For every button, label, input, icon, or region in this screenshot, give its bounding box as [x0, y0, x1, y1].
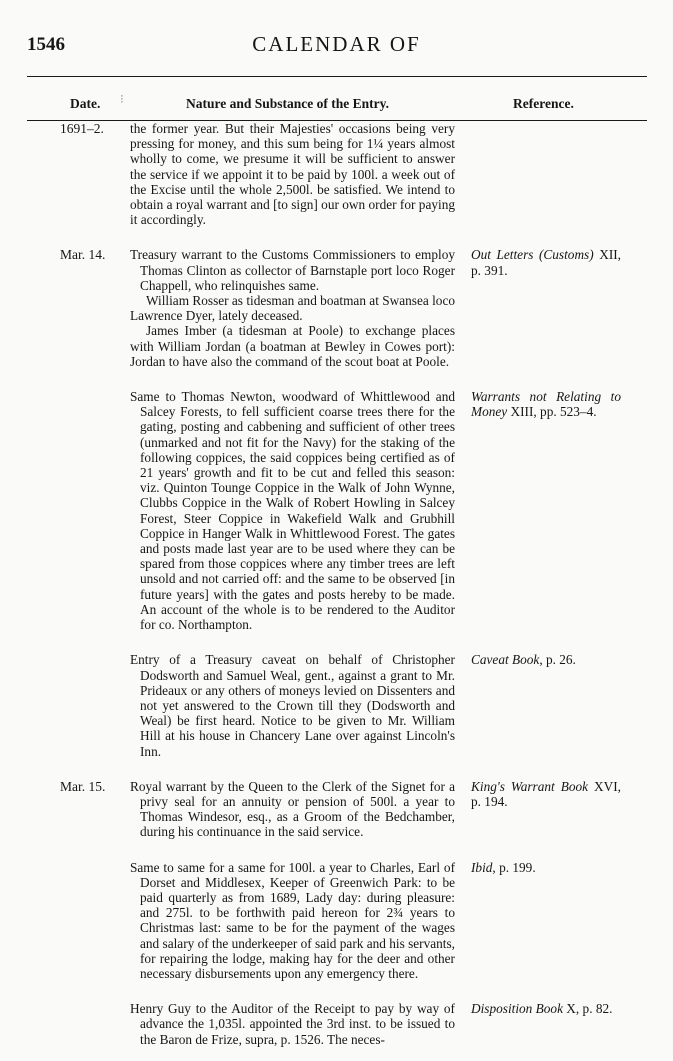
calendar-entry [0, 779, 673, 840]
column-head-nature: Nature and Substance of the Entry. [186, 96, 390, 111]
calendar-entry [0, 121, 673, 227]
entry-reference [471, 1001, 621, 1016]
entry-paragraph: Treasury warrant to the Customs Commissioners to employ Thomas Clinton as collector of Barnstaple port loco Roger Chappell, who relinquishes same. [130, 247, 455, 293]
calendar-entry [0, 247, 673, 369]
entry-text [130, 247, 455, 369]
entry-text [130, 121, 455, 227]
entry-paragraph: the former year. But their Majesties' occasions being very pressing for money, and this sum being for 1¼ years almost wholly to come, we presume it will be sufficient to answer the service if we appoint it to be paid by 100l. a week out of the Excise until the whole 2,500l. be satisfied. We intend to obtain a royal warrant and [to sign] our own order for paying it accordingly. [130, 121, 455, 228]
entry-paragraph: Same to Thomas Newton, woodward of Whittlewood and Salcey Forests, to fell sufficient coarse trees there for the gating, posting and cabbening and sufficient of other trees (unmarked and not fit for the Navy) for the staking of the following coppices, the said coppices being certified as of 21 years' growth and fit to be cut and felled this season: viz. Quinton Tounge Coppice in the Walk of John Wynne, Clubbs Coppice in the Walk of Robert Howling in Salcey Forest, Steer Coppice in Wakefield Walk and Grubhill Coppice in Hanger Walk in Whittlewood Forest. The gates and posts made last year are to be used where they can be spared from those coppices where any timber trees are left unsold and not carried off: and the same to be observed [in future years] with the gates and posts hereby to be made. An account of the whole is to be rendered to the Auditor for co. Northampton. [130, 389, 455, 633]
entry-text [130, 389, 455, 632]
reference-location: , p. 199. [492, 859, 536, 875]
reference-source: Warrants not Relating to Money [471, 389, 621, 420]
reference-source: Ibid [471, 859, 493, 875]
reference-source: King's Warrant Book [471, 778, 589, 794]
entry-paragraph: Royal warrant by the Queen to the Clerk of the Signet for a privy seal for an annuity or pension of 500l. a year to Thomas Windesor, esq., as a Groom of the Bedchamber, during his continuance in the said service. [130, 778, 455, 840]
running-title: CALENDAR OF [252, 32, 421, 56]
reference-location: XII, p. 391. [471, 247, 622, 278]
column-head-reference: Reference. [513, 96, 574, 111]
entry-reference [471, 652, 621, 667]
page-number: 1546 [27, 34, 65, 55]
entry-reference [471, 389, 621, 419]
header-rule-top [27, 76, 647, 77]
column-head-date: Date. [70, 96, 101, 111]
reference-source: Disposition Book [471, 1001, 563, 1017]
entry-text [130, 860, 455, 982]
entry-reference [471, 247, 621, 277]
entry-text [130, 779, 455, 840]
calendar-body [0, 121, 673, 1047]
entry-paragraph: Entry of a Treasury caveat on behalf of Christopher Dodsworth and Samuel Weal, gent., against a grant to Mr. Prideaux or any others of moneys levied on Dissenters and not yet answered to the Crown till they (Dodsworth and Weal) be first heard. Notice to be given to Mr. William Hill at his house in Chancery Lane over against Lincoln's Inn. [130, 652, 455, 759]
calendar-entry [0, 1001, 673, 1047]
entry-text [130, 1001, 455, 1047]
entry-paragraph: William Rosser as tidesman and boatman at Swansea loco Lawrence Dyer, lately deceased. [130, 293, 455, 324]
calendar-entry [0, 389, 673, 632]
calendar-entry [0, 652, 673, 758]
entry-date: Mar. 15. [60, 778, 106, 794]
entry-paragraph: Same to same for a same for 100l. a year to Charles, Earl of Dorset and Middlesex, Keeper of Greenwich Park: to be paid quarterly as from 1689, Lady day: during pleasure: and 275l. to be forthwith paid hereon for 2¾ years to Christmas last: same to be for the payment of the wages and salary of the underkeeper of said park and his servants, for repairing the lodge, making hay for the deer and other necessary disbursements upon any emergency there. [130, 859, 455, 981]
reference-location: X, p. 82. [562, 1001, 613, 1017]
entry-date: Mar. 14. [60, 247, 106, 263]
reference-source: Out Letters (Customs) [471, 247, 594, 263]
reference-location: XVI, p. 194. [471, 778, 621, 809]
reference-source: Caveat Book [471, 652, 540, 668]
entry-paragraph: Henry Guy to the Auditor of the Receipt to pay by way of advance the 1,035l. appointed the 3rd inst. to be issued to the Baron de Frize, supra, p. 1526. The neces- [130, 1001, 455, 1047]
entry-date: 1691–2. [60, 121, 104, 136]
column-divider-mark: ⁝ [120, 92, 124, 106]
entry-reference [471, 779, 621, 809]
calendar-entry [0, 860, 673, 982]
entry-text [130, 652, 455, 758]
reference-location: XIII, pp. 523–4. [507, 404, 597, 420]
reference-location: , p. 26. [539, 652, 576, 668]
entry-reference [471, 860, 621, 875]
entry-paragraph: James Imber (a tidesman at Poole) to exchange places with William Jordan (a boatman at Bewley in Cowes port): Jordan to have also the command of the scout boat at Poole. [130, 323, 455, 369]
